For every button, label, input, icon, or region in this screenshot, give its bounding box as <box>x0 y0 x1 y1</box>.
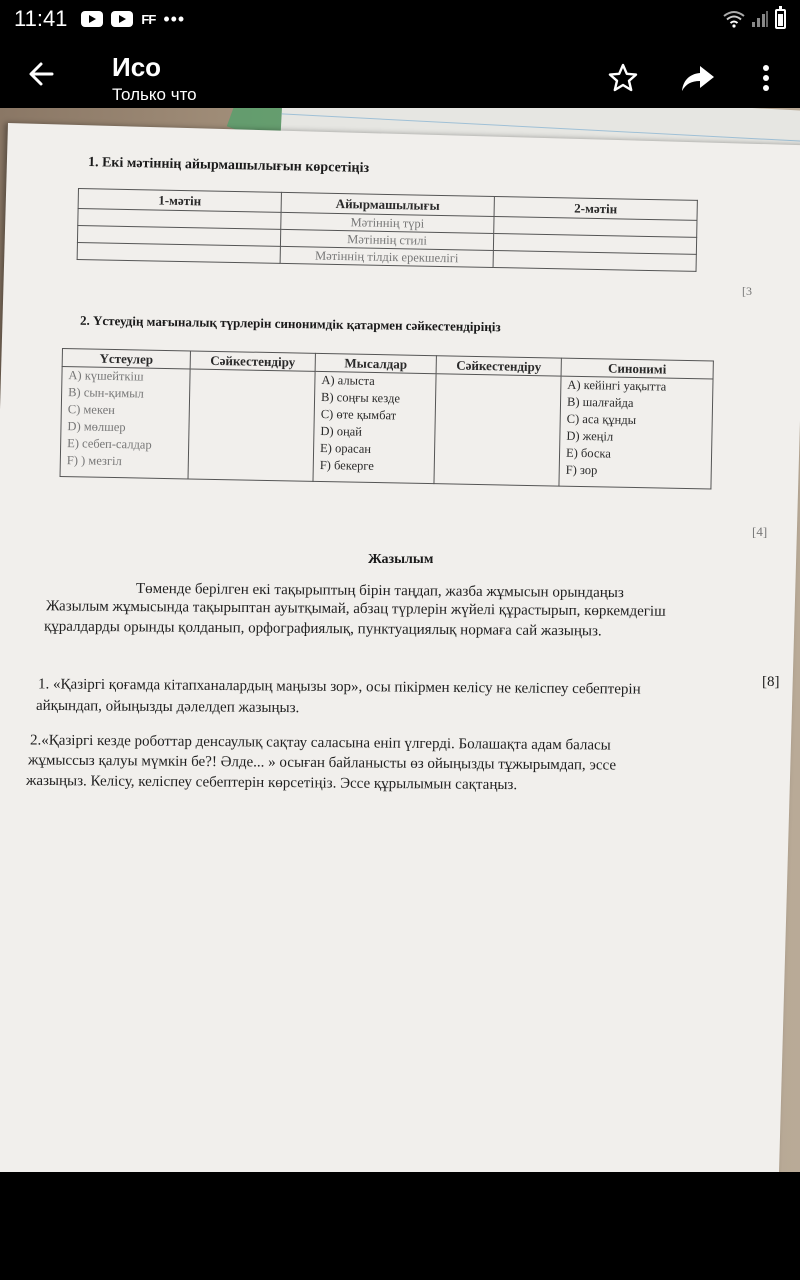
youtube-notification-icon <box>111 11 133 27</box>
example-item: F) бекерге <box>319 457 374 474</box>
adverb-item: В) сын-қимыл <box>68 385 145 401</box>
favorite-button[interactable] <box>605 60 641 96</box>
matching-blank-cell <box>434 374 561 486</box>
signal-icon <box>751 10 769 28</box>
document-content <box>0 108 800 1172</box>
table1-header: Айырмашылығы <box>281 192 494 216</box>
task1-title: 1. Екі мәтіннің айырмашылығын көрсетіңіз <box>87 155 370 176</box>
example-item: А) алыста <box>321 372 375 389</box>
page-subtitle: Только что <box>112 85 197 104</box>
bottom-letterbox <box>0 1172 800 1280</box>
topic2-text: жұмыссыз қалуы мүмкін бе?! Әлде... » осыған байланысты өз ойыңызды тұжырымдап, эссе <box>27 752 617 774</box>
topic1-text: айқындап, ойыңызды дәлелдеп жазыңыз. <box>35 697 300 717</box>
difference-table <box>77 188 698 272</box>
share-button[interactable] <box>680 60 716 96</box>
topic2-text: жазыңыз. Келісу, келіспеу себептерін көрсетіңіз. Эссе құрылымын сақтаңыз. <box>25 772 518 794</box>
adverb-item: F) ) мезгіл <box>66 453 122 469</box>
status-time: 11:41 <box>14 6 68 31</box>
table2-score: [4] <box>752 524 768 539</box>
battery-icon <box>775 9 786 29</box>
synonyms-cell <box>559 376 713 489</box>
adverb-item: Е) себеп-салдар <box>67 436 152 452</box>
table2-header: Мысалдар <box>315 353 436 373</box>
photo-viewer[interactable] <box>0 108 800 1172</box>
writing-score: [8] <box>762 674 780 690</box>
example-item: D) оңай <box>320 423 363 439</box>
table1-header: 1-мәтін <box>78 189 281 213</box>
adverb-matching-table <box>60 348 714 489</box>
youtube-notification-icon <box>81 11 103 27</box>
topic1-text: 1. «Қазіргі қоғамда кітапханалардың маңызы зор», осы пікірмен келісу не келіспеу себептерін <box>37 676 641 698</box>
more-options-button[interactable] <box>748 60 784 96</box>
adverb-item: D) мөлшер <box>67 419 126 435</box>
status-bar <box>0 0 800 38</box>
synonym-item: С) аса құнды <box>566 411 637 428</box>
table1-row-label: Мәтіннің түрі <box>281 212 494 233</box>
section-title: Жазылым <box>368 552 434 567</box>
table2-header: Сәйкестендіру <box>436 356 561 376</box>
adverb-types-cell <box>60 367 190 479</box>
example-item: С) өте қымбат <box>320 406 397 423</box>
example-item: Е) орасан <box>319 440 372 456</box>
examples-cell <box>313 371 436 483</box>
app-bar <box>0 38 800 108</box>
arrow-back-icon <box>22 54 62 94</box>
instruction-line: құралдарды орынды қолданып, орфографиялық, пунктуациялық нормаға сай жазыңыз. <box>43 618 602 640</box>
back-button[interactable] <box>22 54 62 94</box>
instruction-line: Төменде берілген екі тақырыптың бірін таңдап, жазба жұмысын орындаңыз <box>135 580 624 602</box>
synonym-item: Е) боска <box>565 445 612 461</box>
page-title: Исо <box>112 52 162 82</box>
star-icon <box>607 62 639 94</box>
wifi-icon <box>723 10 745 28</box>
table1-row-label: Мәтіннің стилі <box>280 229 493 250</box>
matching-blank-cell <box>188 369 315 481</box>
share-icon <box>680 62 716 94</box>
task2-title: 2. Үстеудің мағыналық түрлерін синонимдік қатармен сәйкестендіріңіз <box>79 312 501 335</box>
adverb-item: С) мекен <box>67 402 116 418</box>
table2-header: Синонимі <box>561 358 713 379</box>
instruction-line: Жазылым жұмысында тақырыптан ауытқымай, абзац түрлерін жүйелі құрастырып, көркемдегіш <box>45 598 666 620</box>
topic2-text: 2.«Қазіргі кезде роботтар денсаулық сақтау саласына еніп үлгерді. Болашақта адам баласы <box>29 732 611 754</box>
table1-score: [3 <box>742 284 752 298</box>
table1-header: 2-мәтін <box>494 196 697 220</box>
table2-header: Сәйкестендіру <box>190 351 315 371</box>
synonym-item: А) кейінгі уақытта <box>567 377 667 394</box>
example-item: В) соңғы кезде <box>320 389 401 406</box>
synonym-item: F) зор <box>565 462 598 478</box>
table2-header: Үстеулер <box>62 349 190 369</box>
synonym-item: В) шалғайда <box>566 394 634 410</box>
adverb-item: А) күшейткіш <box>68 368 144 384</box>
more-vert-icon <box>761 63 771 93</box>
table1-row-label: Мәтіннің тілдік ерекшелігі <box>280 246 493 267</box>
more-notifications-icon: ••• <box>163 8 186 29</box>
synonym-item: D) жеңіл <box>566 428 614 444</box>
ff-notification-icon: FF <box>141 11 156 27</box>
title-block <box>112 52 197 106</box>
